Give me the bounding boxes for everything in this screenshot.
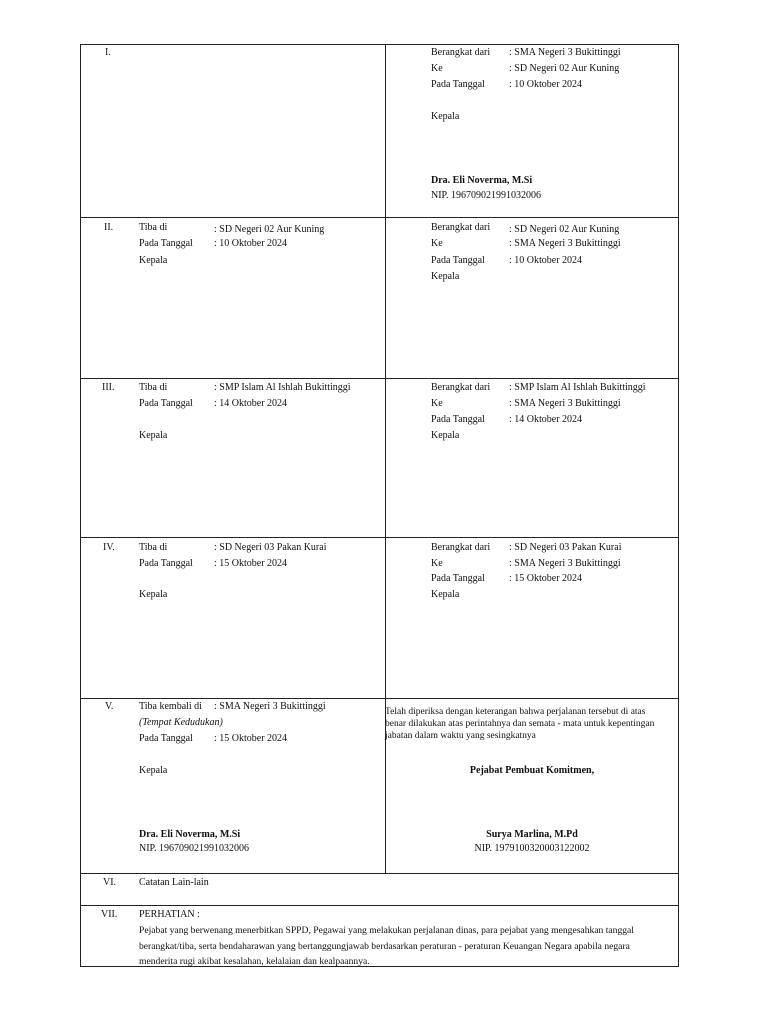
- row-numeral-2: II.: [104, 222, 114, 233]
- return-value: : SMA Negeri 3 Bukittinggi: [214, 701, 326, 712]
- depart-value: : SD Negeri 03 Pakan Kurai: [509, 542, 622, 553]
- date-label: Pada Tanggal: [139, 238, 193, 249]
- date-value: : 10 Oktober 2024: [509, 255, 583, 266]
- notice-body: Pejabat yang berwenang menerbitkan SPPD, Pegawai yang melakukan perjalanan dinas, para pejabat yang mengesahkan tanggal berangkat/tiba, serta bendaharawan yang bertanggungjawab berdasarkan peraturan - peraturan Keuangan Negara apabila negara menderita rugi akibat kesalahan, kelalaian dan kealpaannya.: [139, 925, 634, 967]
- row-divider: [81, 698, 678, 699]
- depart-label: Berangkat dari: [431, 222, 491, 233]
- depart-label: Berangkat dari: [431, 47, 491, 58]
- to-label: Ke: [431, 238, 443, 249]
- to-label: Ke: [431, 558, 443, 569]
- seat-note: (Tempat Kedudukan): [139, 717, 223, 728]
- arrive-label: Tiba di: [139, 382, 168, 393]
- row-numeral-6: VI.: [103, 877, 117, 888]
- date-value: : 15 Oktober 2024: [214, 558, 288, 569]
- arrive-label: Tiba di: [139, 542, 168, 553]
- row-numeral-7: VII.: [101, 909, 118, 920]
- to-value: : SMA Negeri 3 Bukittinggi: [509, 398, 621, 409]
- verification-statement: Telah diperiksa dengan keterangan bahwa perjalanan tersebut di atas benar dilakukan atas perintahnya dan semata - mata untuk kepentingan jabatan dalam waktu yang sesingkatnya: [385, 707, 655, 741]
- head-label: Kepala: [139, 430, 168, 441]
- date-label: Pada Tanggal: [431, 414, 485, 425]
- signer-name: Surya Marlina, M.Pd: [486, 829, 578, 840]
- row-numeral-3: III.: [102, 382, 115, 393]
- row-divider: [81, 537, 678, 538]
- date-value: : 10 Oktober 2024: [214, 238, 288, 249]
- row-divider: [81, 217, 678, 218]
- date-value: : 14 Oktober 2024: [509, 414, 583, 425]
- to-label: Ke: [431, 398, 443, 409]
- date-value: : 10 Oktober 2024: [509, 79, 583, 90]
- depart-label: Berangkat dari: [431, 382, 491, 393]
- to-value: : SD Negeri 02 Aur Kuning: [509, 63, 620, 74]
- row-numeral-4: IV.: [103, 542, 115, 553]
- head-label: Kepala: [139, 765, 168, 776]
- to-value: : SMA Negeri 3 Bukittinggi: [509, 558, 621, 569]
- column-divider: [385, 45, 386, 873]
- depart-value: : SMA Negeri 3 Bukittinggi: [509, 47, 621, 58]
- signer-name: Dra. Eli Noverma, M.Si: [139, 829, 241, 840]
- head-label: Kepala: [139, 589, 168, 600]
- head-label: Kepala: [139, 255, 168, 266]
- row-numeral-5: V.: [105, 701, 114, 712]
- depart-label: Berangkat dari: [431, 542, 491, 553]
- to-value: : SMA Negeri 3 Bukittinggi: [509, 238, 621, 249]
- date-label: Pada Tanggal: [139, 733, 193, 744]
- notice-heading: PERHATIAN :: [139, 909, 200, 920]
- head-label: Kepala: [431, 271, 460, 282]
- depart-value: : SMP Islam Al Ishlah Bukittinggi: [509, 382, 646, 393]
- arrive-value: : SD Negeri 02 Aur Kuning: [214, 224, 325, 235]
- arrive-value: : SMP Islam Al Ishlah Bukittinggi: [214, 382, 351, 393]
- date-label: Pada Tanggal: [431, 255, 485, 266]
- row-divider: [81, 905, 678, 906]
- arrive-label: Tiba di: [139, 222, 168, 233]
- signer-nip: NIP. 197910032000312​2002: [474, 843, 590, 854]
- date-value: : 15 Oktober 2024: [214, 733, 288, 744]
- signer-nip: NIP. 196709021991032006: [139, 843, 250, 854]
- signer-name: Dra. Eli Noverma, M.Si: [431, 175, 533, 186]
- date-label: Pada Tanggal: [431, 573, 485, 584]
- head-label: Kepala: [431, 111, 460, 122]
- date-value: : 14 Oktober 2024: [214, 398, 288, 409]
- arrive-value: : SD Negeri 03 Pakan Kurai: [214, 542, 327, 553]
- head-label: Kepala: [431, 430, 460, 441]
- date-label: Pada Tanggal: [139, 558, 193, 569]
- travel-order-table: [80, 44, 679, 967]
- signer-nip: NIP. 196709021991032006: [431, 190, 542, 201]
- date-label: Pada Tanggal: [139, 398, 193, 409]
- date-label: Pada Tanggal: [431, 79, 485, 90]
- official-title: Pejabat Pembuat Komitmen,: [469, 765, 595, 776]
- depart-value: : SD Negeri 02 Aur Kuning: [509, 224, 620, 235]
- notes-label: Catatan Lain-lain: [139, 877, 209, 888]
- return-label: Tiba kembali di: [139, 701, 202, 712]
- head-label: Kepala: [431, 589, 460, 600]
- row-numeral-1: I.: [105, 47, 111, 58]
- row-divider: [81, 378, 678, 379]
- date-value: : 15 Oktober 2024: [509, 573, 583, 584]
- row-divider: [81, 873, 678, 874]
- to-label: Ke: [431, 63, 443, 74]
